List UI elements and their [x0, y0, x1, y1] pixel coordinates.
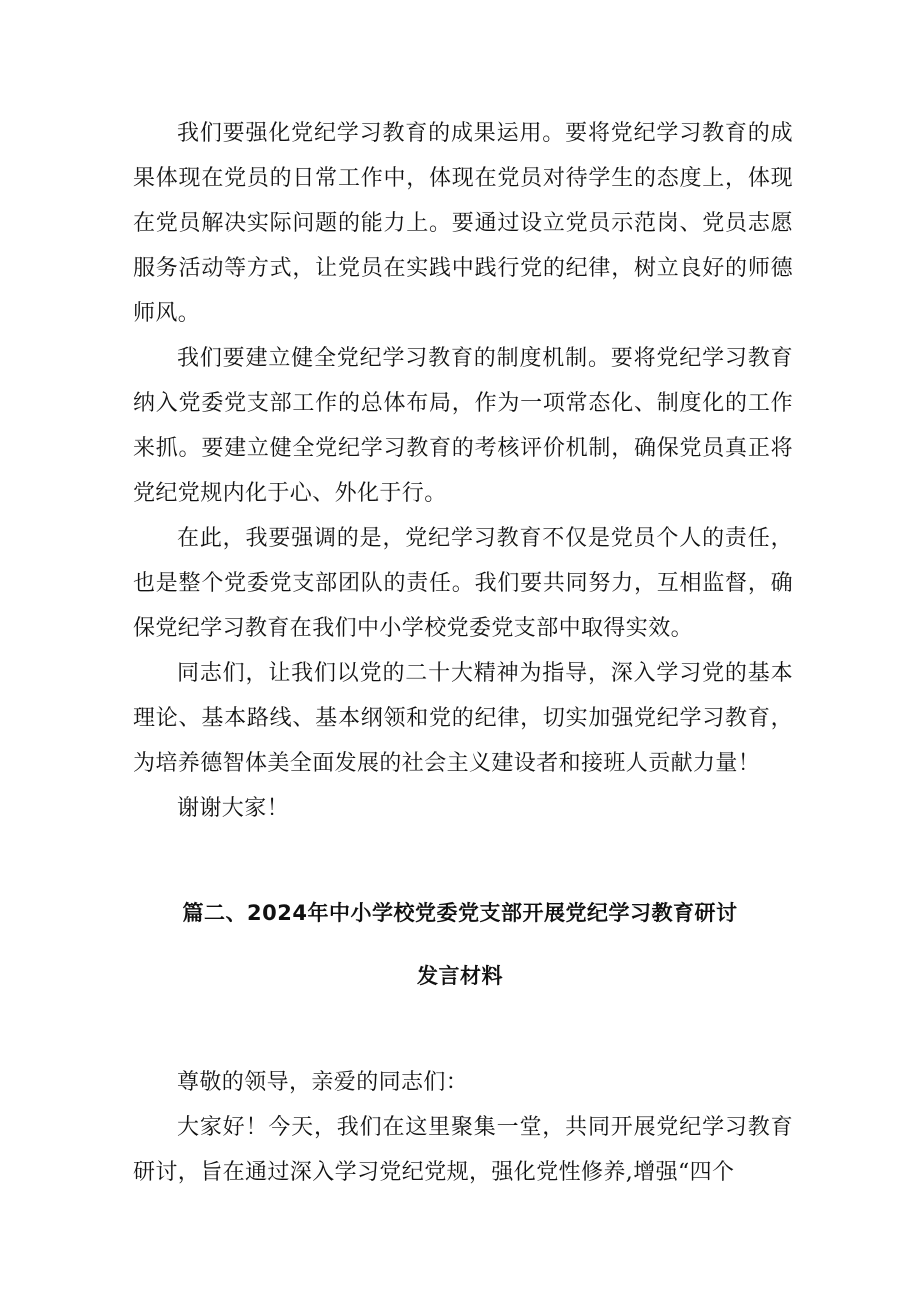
paragraph-closing-call: 同志们，让我们以党的二十大精神为指导，深入学习党的基本理论、基本路线、基本纲领和党的纪律，切实加强党纪学习教育，为培养德智体美全面发展的社会主义建设者和接班人贡献力量！: [133, 661, 793, 776]
paragraph-opening: 大家好！今天，我们在这里聚集一堂，共同开展党纪学习教育研讨，旨在通过深入学习党纪党规，强化党性修养,增强“四个: [133, 1115, 793, 1185]
paragraph-outcome-application: 我们要强化党纪学习教育的成果运用。要将党纪学习教育的成果体现在党员的日常工作中，体现在党员对待学生的态度上，体现在党员解决实际问题的能力上。要通过设立党员示范岗、党员志愿服务活动等方式，让党员在实践中践行党的纪律，树立良好的师德师风。: [133, 121, 793, 326]
body-text-top: [133, 111, 793, 831]
paragraph-salutation: 尊敬的领导，亲爱的同志们：: [177, 1070, 469, 1095]
section-heading-line-1: 篇二、2024年中小学校党委党支部开展党纪学习教育研讨: [182, 901, 738, 925]
paragraph-thanks: 谢谢大家！: [177, 796, 290, 821]
section-heading-line-2: 发言材料: [417, 964, 503, 988]
paragraph-system-mechanism: 我们要建立健全党纪学习教育的制度机制。要将党纪学习教育纳入党委党支部工作的总体布局，作为一项常态化、制度化的工作来抓。要建立健全党纪学习教育的考核评价机制，确保党员真正将党纪党规内化于心、外化于行。: [133, 346, 793, 506]
body-text-bottom: [133, 1060, 793, 1195]
paragraph-team-responsibility: 在此，我要强调的是，党纪学习教育不仅是党员个人的责任，也是整个党委党支部团队的责任。我们要共同努力，互相监督，确保党纪学习教育在我们中小学校党委党支部中取得实效。: [133, 526, 793, 641]
